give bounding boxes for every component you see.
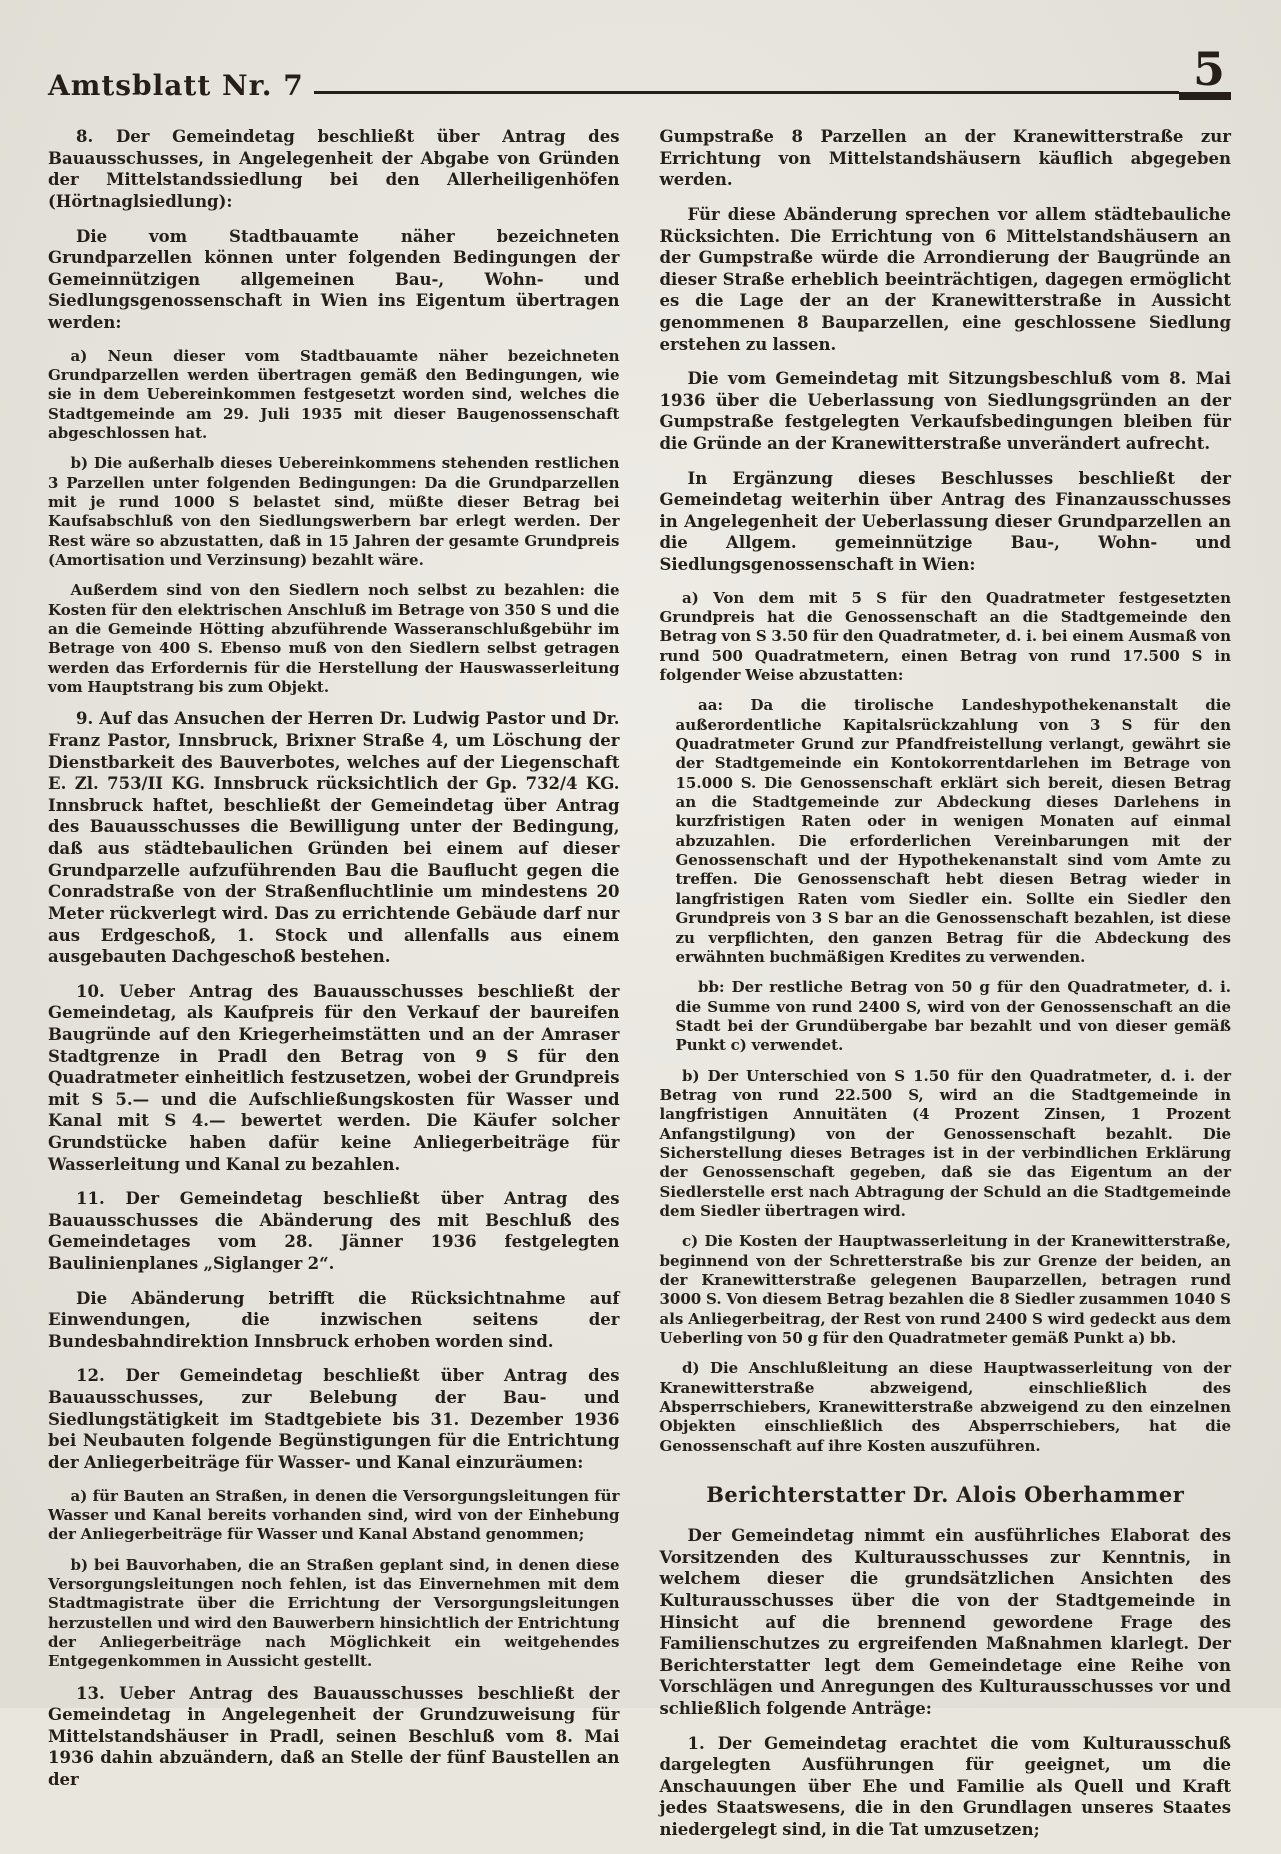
sub-paragraph: a) Neun dieser vom Stadtbauamte näher bezeichneten Grundparzellen werden übertragen gemäß den Bedingungen, wie sie in dem Uebereinkommen festgesetzt worden sind, welches die Stadtgemeinde am 29. Juli 1935 mit dieser Baugenossenschaft abgeschlossen hat.	[48, 346, 620, 442]
sub-paragraph: b) Die außerhalb dieses Uebereinkommens stehenden restlichen 3 Parzellen unter folgenden Bedingungen: Da die Grundparzellen mit je rund 1000 S belastet sind, müßte dieser Betrag bei Kaufsabschluß von den Siedlungswerbern bar erlegt werden. Der Rest wäre so abzustatten, daß in 15 Jahren der gesamte Grundpreis (Amortisation und Verzinsung) bezahlt wäre.	[48, 454, 620, 570]
paragraph: 10. Ueber Antrag des Bauausschusses beschließt der Gemeindetag, als Kaufpreis für den Verkauf der baureifen Baugründe auf den Kriegerheimstätten und an der Amraser Stadtgrenze in Pradl den Betrag von 9 S für den Quadratmeter einheitlich festzusetzen, wobei der Grundpreis mit S 5.— und die Aufschließungskosten für Wasser und Kanal mit S 4.— bewertet werden. Die Käufer solcher Grundstücke haben dafür keine Anliegerbeiträge für Wasserleitung und Kanal zu bezahlen.	[48, 981, 620, 1174]
paragraph: In Ergänzung dieses Beschlusses beschließt der Gemeindetag weiterhin über Antrag des Finanzausschusses in Angelegenheit der Ueberlassung dieser Grundparzellen an die Allgem. gemeinnützige Bau-, Wohn- und Siedlungsgenossenschaft in Wien:	[659, 468, 1231, 575]
sub-paragraph: d) Die Anschlußleitung an diese Hauptwasserleitung von der Kranewitterstraße abzweigend, einschließlich des Absperrschiebers, Kranewitterstraße abzweigend zu den einzelnen Objekten einschließlich des Absperrschiebers, hat die Genossenschaft auf ihre Kosten auszuführen.	[659, 1359, 1231, 1455]
paragraph: Die Abänderung betrifft die Rücksichtnahme auf Einwendungen, die inzwischen seitens der Bundesbahndirektion Innsbruck erhoben worden sind.	[48, 1288, 620, 1351]
sub-paragraph: a) Von dem mit 5 S für den Quadratmeter festgesetzten Grundpreis hat die Genossenschaft an die Stadtgemeinde den Betrag von S 3.50 für den Quadratmeter, d. i. bei einem Ausmaß von rund 500 Quadratmetern, einen Betrag von rund 17.500 S in folgender Weise abzustatten:	[659, 588, 1231, 685]
section-heading: Berichterstatter Dr. Alois Oberhammer	[706, 1482, 1185, 1508]
paragraph: Die vom Gemeindetag mit Sitzungsbeschluß vom 8. Mai 1936 über die Ueberlassung von Siedlungsgründen an der Gumpstraße festgelegten Verkaufsbedingungen bleiben für die Gründe an der Kranewitterstraße unverändert aufrecht.	[659, 369, 1231, 454]
paragraph: Für diese Abänderung sprechen vor allem städtebauliche Rücksichten. Die Errichtung von 6 Mittelstandshäusern an der Gumpstraße würde die Arrondierung der Baugründe an dieser Straße erheblich beeinträchtigen, dagegen ermöglicht es die Lage der an der Kranewitterstraße in Aussicht genommenen 8 Bauparzellen, eine geschlossene Siedlung erstehen zu lassen.	[659, 204, 1231, 354]
sub-paragraph: Außerdem sind von den Siedlern noch selbst zu bezahlen: die Kosten für den elektrischen Anschluß im Betrage von 350 S und die an die Gemeinde Hötting abzuführende Wasseranschlußgebühr im Betrage von 400 S. Ebenso muß von den Siedlern selbst getragen werden das Erfordernis für die Herstellung der Hauswasserleitung vom Hauptstrang bis zum Objekt.	[48, 581, 620, 697]
sub-paragraph: b) bei Bauvorhaben, die an Straßen geplant sind, in denen diese Versorgungsleitungen noch fehlen, ist das Einvernehmen mit dem Stadtmagistrate über die Errichtung der Versorgungsleitungen herzustellen und wird den Bauwerbern hinsichtlich der Entrichtung der Anliegerbeiträge nach Möglichkeit ein weitgehendes Entgegenkommen in Aussicht gestellt.	[48, 1555, 620, 1671]
sub-sub-paragraph: bb: Der restliche Betrag von 50 g für den Quadratmeter, d. i. die Summe von rund 2400 S, wird von der Genossenschaft an die Stadt bei der Grundübergabe bar bezahlt und von dieser gemäß Punkt c) verwendet.	[675, 978, 1231, 1055]
paragraph: 11. Der Gemeindetag beschließt über Antrag des Bauausschusses die Abänderung des mit Beschluß des Gemeindetages vom 28. Jänner 1936 festgelegten Baulinienplanes „Siglanger 2“.	[48, 1189, 620, 1274]
sub-sub-paragraph: aa: Da die tirolische Landeshypothekenanstalt die außerordentliche Kapitalsrückzahlung von 3 S für den Quadratmeter Grund zur Pfandfreistellung verlangt, gewährt sie der Stadtgemeinde ein Kontokorrentdarlehen im Betrage von 15.000 S. Die Genossenschaft erklärt sich bereit, diesen Betrag an die Stadtgemeinde zur Abdeckung dieses Darlehens in kurzfristigen Raten oder in wenigen Monaten auf einmal abzuzahlen. Die erforderlichen Vereinbarungen mit der Genossenschaft und der Hypothekenanstalt sind vom Amte zu treffen. Die Genossenschaft hebt diesen Betrag wieder in langfristigen Raten vom Siedler ein. Sollte ein Siedler den Grundpreis von 3 S bar an die Genossenschaft bezahlen, ist diese zu verpflichten, den ganzen Betrag für die Abdeckung des erwähnten buchmäßigen Kredites zu verwenden.	[675, 696, 1231, 966]
paragraph-continuation: Gumpstraße 8 Parzellen an der Kranewitterstraße zur Errichtung von Mittelstandshäusern käuflich abgegeben werden.	[659, 127, 1231, 190]
masthead-title: Amtsblatt Nr. 7	[48, 69, 304, 103]
paragraph: 13. Ueber Antrag des Bauausschusses beschließt der Gemeindetag in Angelegenheit der Grundzuweisung für Mittelstandshäuser in Pradl, seinen Beschluß vom 8. Mai 1936 dahin abzuändern, daß an Stelle der fünf Baustellen an der	[48, 1683, 620, 1790]
masthead-rule	[314, 91, 1179, 94]
sub-paragraph: b) Der Unterschied von S 1.50 für den Quadratmeter, d. i. der Betrag von rund 22.500 S, wird an die Stadtgemeinde in langfristigen Annuitäten (4 Prozent Zinsen, 1 Prozent Anfangstilgung) von der Genossenschaft bezahlt. Die Sicherstellung dieses Betrages ist in der verbindlichen Erklärung der Genossenschaft gegeben, daß sie das Eigentum an der Siedlerstelle erst nach Abtragung der Schuld an die Stadtgemeinde dem Siedler übertragen wird.	[659, 1066, 1231, 1220]
paragraph: 12. Der Gemeindetag beschließt über Antrag des Bauausschusses, zur Belebung der Bau- und Siedlungstätigkeit im Stadtgebiete bis 31. Dezember 1936 bei Neubauten folgende Begünstigungen für die Entrichtung der Anliegerbeiträge für Wasser- und Kanal einzuräumen:	[48, 1366, 620, 1472]
right-column	[660, 126, 1232, 1854]
paragraph: 1. Der Gemeindetag erachtet die vom Kulturausschuß dargelegten Ausführungen für geeignet, um die Anschauungen über Ehe und Familie als Quell und Kraft jedes Staatswesens, die in den Grundlagen unseres Staates niedergelegt sind, in die Tat umzusetzen;	[659, 1733, 1231, 1840]
sub-paragraph: c) Die Kosten der Hauptwasserleitung in der Kranewitterstraße, beginnend von der Schretterstraße bis zur Grenze der beiden, an der Kranewitterstraße gelegenen Bauparzellen, betragen rund 3000 S. Von diesem Betrag bezahlen die 8 Siedler zusammen 1040 S als Anliegerbeitrag, der Rest von rund 2400 S wird gedeckt aus dem Ueberling von 50 g für den Quadratmeter gemäß Punkt a) bb.	[659, 1232, 1231, 1348]
paragraph: 9. Auf das Ansuchen der Herren Dr. Ludwig Pastor und Dr. Franz Pastor, Innsbruck, Brixner Straße 4, um Löschung der Dienstbarkeit des Bauverbotes, welches auf der Liegenschaft E. Zl. 753/II KG. Innsbruck rücksichtlich der Gp. 732/4 KG. Innsbruck haftet, beschließt der Gemeindetag über Antrag des Bauausschusses die Bewilligung unter der Bedingung, daß aus städtebaulichen Gründen bei einem auf dieser Grundparzelle aufzuführenden Bau die Bauflucht gegen die Conradstraße von der Straßenfluchtlinie um mindestens 20 Meter rückverlegt wird. Das zu errichtende Gebäude darf nur aus Erdgeschoß, 1. Stock und allenfalls aus einem ausgebauten Dachgeschoß bestehen.	[48, 709, 620, 967]
page-number: 5	[1179, 50, 1231, 100]
paragraph: 8. Der Gemeindetag beschließt über Antrag des Bauausschusses, in Angelegenheit der Abgabe von Gründen der Mittelstandssiedlung bei den Allerheiligenhöfen (Hörtnaglsiedlung):	[48, 127, 620, 211]
left-column	[48, 126, 620, 1854]
text-columns	[48, 126, 1231, 1854]
sub-paragraph: a) für Bauten an Straßen, in denen die Versorgungsleitungen für Wasser und Kanal bereits vorhanden sind, wird von der Einhebung der Anliegerbeiträge für Wasser und Kanal Abstand genommen;	[48, 1486, 620, 1544]
paragraph: Der Gemeindetag nimmt ein ausführliches Elaborat des Vorsitzenden des Kulturausschusses zur Kenntnis, in welchem dieser die grundsätzlichen Ansichten des Kulturausschusses über die von der Stadtgemeinde in Hinsicht auf die brennend gewordene Frage des Familienschutzes zu ergreifenden Maßnahmen klarlegt. Der Berichterstatter legt dem Gemeindetage eine Reihe von Vorschlägen und Anregungen des Kulturausschusses vor und schließlich folgende Anträge:	[659, 1526, 1231, 1718]
paragraph: Die vom Stadtbauamte näher bezeichneten Grundparzellen können unter folgenden Bedingungen der Gemeinnützigen allgemeinen Bau-, Wohn- und Siedlungsgenossenschaft in Wien ins Eigentum übertragen werden:	[48, 226, 620, 332]
masthead	[48, 42, 1231, 103]
